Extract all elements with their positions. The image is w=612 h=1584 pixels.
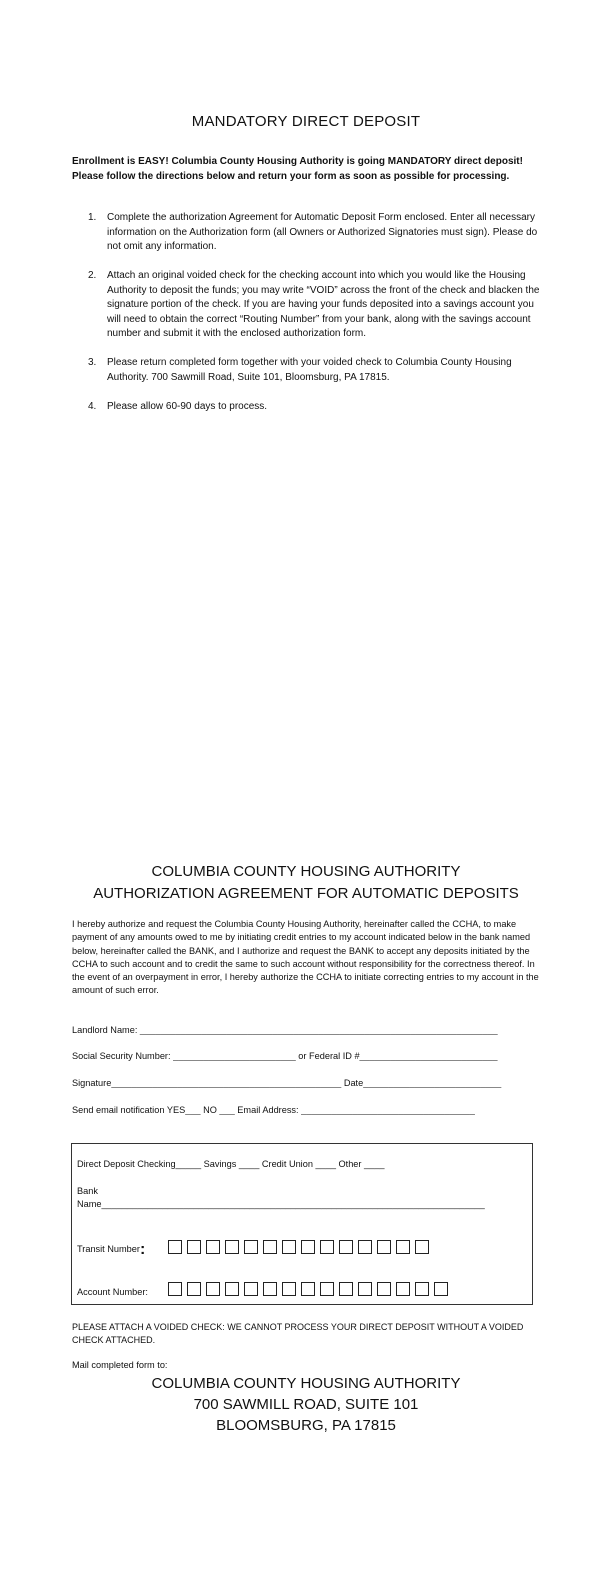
step-number: 2. [88, 270, 97, 281]
address-line: COLUMBIA COUNTY HOUSING AUTHORITY [151, 1375, 461, 1392]
account-digit-box[interactable] [244, 1282, 258, 1296]
list-item [88, 400, 540, 415]
account-digit-box[interactable] [396, 1282, 410, 1296]
account-number-boxes [168, 1282, 448, 1296]
voided-check-note: PLEASE ATTACH A VOIDED CHECK: WE CANNOT PROCESS YOUR DIRECT DEPOSIT WITHOUT A VOIDED CHECK ATTACHED. [72, 1322, 524, 1345]
signature-date-field[interactable]: Signature_____________________________________________ Date___________________________ [72, 1078, 502, 1088]
account-digit-box[interactable] [187, 1282, 201, 1296]
step-number: 1. [88, 212, 97, 223]
authorization-paragraph: I hereby authorize and request the Columbia County Housing Authority, hereinafter called the CCHA, to make payment of any amounts owed to me by initiating credit entries to my account indicated below in the bank named below, hereinafter called the BANK, and I authorize and request the BANK to accept any deposits initiated by the CCHA to such account and to credit the same to such account without responsibility for the correctness thereof. In the event of an overpayment in error, I hereby authorize the CCHA to initiate correcting entries to my account in the amount of such error. [72, 919, 539, 996]
intro-paragraph: Enrollment is EASY! Columbia County Housing Authority is going MANDATORY direct deposit! Please follow the directions below and return your form as soon as possible for processing. [72, 156, 523, 182]
transit-digit-box[interactable] [396, 1240, 410, 1254]
page-title: MANDATORY DIRECT DEPOSIT [191, 113, 421, 130]
transit-number-boxes [168, 1240, 429, 1254]
account-digit-box[interactable] [434, 1282, 448, 1296]
list-item [88, 211, 540, 255]
account-digit-box[interactable] [301, 1282, 315, 1296]
ssn-federal-id-field[interactable]: Social Security Number: ________________________ or Federal ID #___________________________ [72, 1051, 498, 1061]
bank-label: Bank [77, 1186, 98, 1196]
transit-digit-box[interactable] [301, 1240, 315, 1254]
account-digit-box[interactable] [358, 1282, 372, 1296]
mail-label: Mail completed form to: [72, 1360, 168, 1370]
email-notification-field[interactable]: Send email notification YES___ NO ___ Email Address: __________________________________ [72, 1105, 475, 1115]
transit-digit-box[interactable] [282, 1240, 296, 1254]
step-text: Please allow 60-90 days to process. [107, 400, 268, 412]
landlord-name-field[interactable]: Landlord Name: ______________________________________________________________________ [72, 1025, 498, 1035]
transit-digit-box[interactable] [187, 1240, 201, 1254]
transit-digit-box[interactable] [377, 1240, 391, 1254]
account-digit-box[interactable] [320, 1282, 334, 1296]
transit-digit-box[interactable] [415, 1240, 429, 1254]
transit-number-label [77, 1239, 145, 1257]
mailing-address [0, 1373, 612, 1436]
transit-colon: : [139, 1241, 146, 1258]
account-digit-box[interactable] [282, 1282, 296, 1296]
transit-digit-box[interactable] [320, 1240, 334, 1254]
transit-digit-box[interactable] [339, 1240, 353, 1254]
account-digit-box[interactable] [339, 1282, 353, 1296]
account-number-label: Account Number: [77, 1287, 148, 1297]
account-digit-box[interactable] [168, 1282, 182, 1296]
address-line: BLOOMSBURG, PA 17815 [216, 1417, 396, 1434]
transit-digit-box[interactable] [244, 1240, 258, 1254]
transit-digit-box[interactable] [225, 1240, 239, 1254]
account-digit-box[interactable] [206, 1282, 220, 1296]
step-text: Complete the authorization Agreement for Automatic Deposit Form enclosed. Enter all necessary information on the Authorization form (all Owners or Authorized Signatories must sign). Please do not omit any information. [107, 212, 538, 252]
account-digit-box[interactable] [225, 1282, 239, 1296]
account-digit-box[interactable] [263, 1282, 277, 1296]
transit-digit-box[interactable] [358, 1240, 372, 1254]
step-number: 4. [88, 400, 97, 412]
form-heading-authority: COLUMBIA COUNTY HOUSING AUTHORITY [151, 863, 461, 880]
form-heading-agreement: AUTHORIZATION AGREEMENT FOR AUTOMATIC DEPOSITS [93, 885, 519, 902]
list-item [88, 269, 540, 342]
instructions-list [88, 211, 540, 429]
step-text: Attach an original voided check for the checking account into which you would like the Housing Authority to deposit the funds; you may write “VOID” across the front of the check and blacken the signature portion of the check. If you are having your funds deposited into a savings account you will need to obtain the correct “Routing Number” from your bank, along with the savings account number and submit it with the enclosed authorization form. [107, 270, 540, 339]
transit-digit-box[interactable] [206, 1240, 220, 1254]
step-text: Please return completed form together with your voided check to Columbia County Housing Authority. 700 Sawmill Road, Suite 101, Bloomsburg, PA 17815. [107, 357, 512, 383]
deposit-type-field[interactable]: Direct Deposit Checking_____ Savings ____ Credit Union ____ Other ____ [77, 1159, 385, 1169]
account-digit-box[interactable] [415, 1282, 429, 1296]
list-item [88, 356, 540, 385]
transit-digit-box[interactable] [168, 1240, 182, 1254]
bank-info-box [71, 1143, 533, 1305]
account-digit-box[interactable] [377, 1282, 391, 1296]
bank-name-field[interactable]: Name___________________________________________________________________________ [77, 1199, 485, 1209]
address-line: 700 SAWMILL ROAD, SUITE 101 [193, 1396, 419, 1413]
transit-label-text: Transit Number [77, 1244, 140, 1254]
step-number: 3. [88, 357, 97, 368]
transit-digit-box[interactable] [263, 1240, 277, 1254]
